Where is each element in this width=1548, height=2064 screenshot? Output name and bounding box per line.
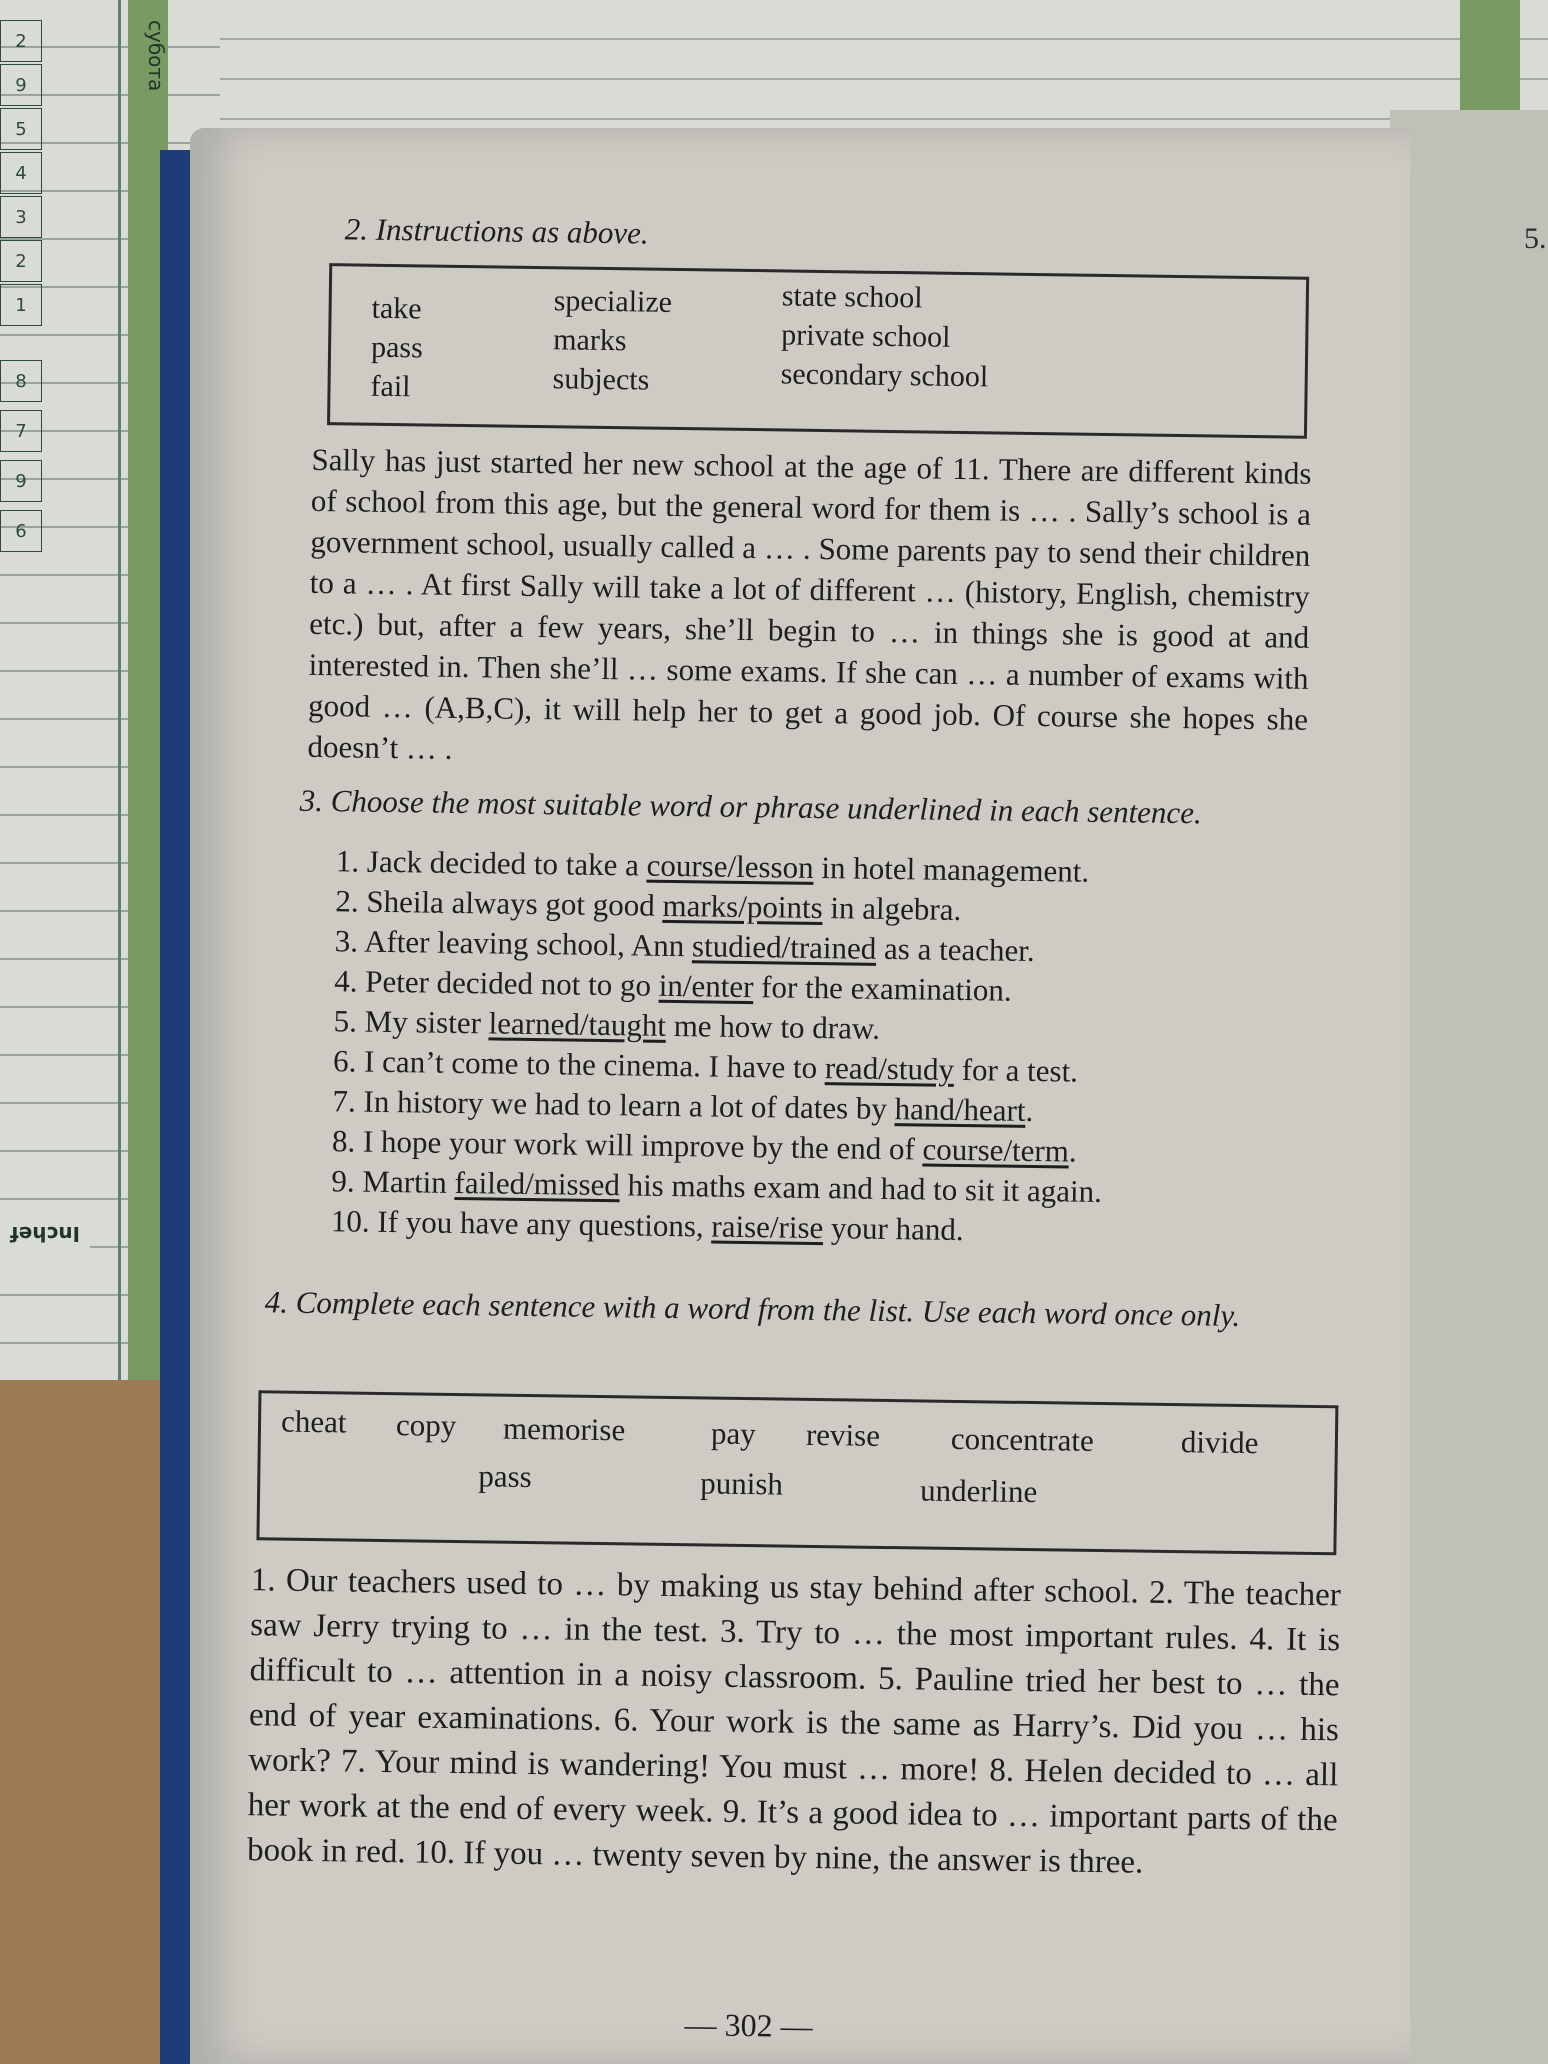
word-box-item: concentrate (950, 1420, 1095, 1458)
right-page-number: 5. (1524, 222, 1547, 255)
book-right-page (1390, 110, 1548, 2064)
notebook-right-green-strip (1460, 0, 1520, 120)
sentence-item: 3. After leaving school, Ann studied/trained as a teacher. (334, 923, 1035, 969)
underlined-options: studied/trained (691, 928, 877, 966)
exercise-4-word-box (256, 1390, 1338, 1555)
word-box-item: pass (478, 1458, 532, 1495)
word-box-item: marks (552, 323, 627, 358)
notebook-day-label: субота (144, 20, 168, 92)
exercise-4-heading: 4. Complete each sentence with a word from the list. Use each word once only. (264, 1284, 1241, 1333)
sentence-item: 9. Martin failed/missed his maths exam and had to sit it again. (331, 1163, 1103, 1209)
exercise-3-sentences (331, 841, 1336, 1255)
underlined-options: marks/points (662, 887, 823, 926)
exercise-2-word-box (327, 263, 1309, 439)
word-box-item: revise (805, 1416, 881, 1453)
word-box-item: divide (1180, 1424, 1259, 1461)
exercise-4-paragraph: 1. Our teachers used to … by making us stay behind after school. 2. The teacher saw Jerry trying to … in the test. 3. Try to … the most important rules. 4. It is difficult to … attention in a noisy classroom. 5. Pauline tried her best to … the end of year examinations. 6. Your work is the same as Harry’s. Did you … his work? 7. Your mind is wandering! You must … more! 8. Helen decided to … all her work at the end of every week. 9. It’s a good idea to … important parts of the book in red. 10. If you … twenty seven by nine, the answer is three. (246, 1562, 1342, 1881)
notebook-day-tab: 8 (0, 360, 42, 402)
word-box-item: cheat (280, 1403, 347, 1440)
underlined-options: raise/rise (711, 1208, 824, 1246)
notebook-day-tab: 5 (0, 108, 42, 150)
notebook-day-tab: 1 (0, 284, 42, 326)
notebook-margin-line (118, 0, 121, 1400)
word-box-item: secondary school (780, 357, 989, 394)
word-box-item: take (371, 291, 422, 326)
sentence-item: 5. My sister learned/taught me how to draw. (333, 1003, 881, 1046)
exercise-2-heading: 2. Instructions as above. (344, 211, 649, 251)
sentence-item: 10. If you have any questions, raise/rise your hand. (330, 1203, 964, 1248)
notebook-day-tab: 4 (0, 152, 42, 194)
word-box-item: private school (781, 318, 951, 354)
word-box-item: underline (919, 1472, 1038, 1510)
underlined-options: course/lesson (646, 847, 814, 885)
underlined-options: read/study (824, 1050, 955, 1087)
word-box-item: copy (395, 1407, 457, 1443)
exercise-3-heading: 3. Choose the most suitable word or phrase underlined in each sentence. (299, 782, 1202, 831)
word-box-item: fail (370, 369, 411, 404)
notebook-day-tab: 9 (0, 64, 42, 106)
word-box-column (780, 276, 989, 396)
notebook-label: Inchef (0, 1218, 90, 1250)
word-box-item: subjects (552, 362, 650, 397)
underlined-options: learned/taught (488, 1005, 667, 1043)
sentence-item: 8. I hope your work will improve by the end of course/term. (331, 1123, 1077, 1169)
word-box-column (370, 289, 423, 407)
word-box-item: specialize (553, 284, 673, 319)
notebook-day-tab: 2 (0, 240, 42, 282)
underlined-options: hand/heart (894, 1091, 1026, 1128)
underlined-options: course/term (922, 1131, 1070, 1169)
sentence-item: 6. I can’t come to the cinema. I have to read/study for a test. (332, 1043, 1079, 1089)
word-box-item: state school (781, 279, 923, 315)
notebook-day-tab: 7 (0, 410, 42, 452)
underlined-options: in/enter (658, 967, 754, 1005)
notebook-day-tab: 2 (0, 20, 42, 62)
word-box-item: pay (710, 1415, 756, 1452)
word-box-item: pass (370, 330, 423, 365)
notebook-day-tab: 6 (0, 510, 42, 552)
sentence-item: 7. In history we had to learn a lot of dates by hand/heart. (332, 1083, 1034, 1129)
sentence-item: 1. Jack decided to take a course/lesson in hotel management. (335, 843, 1090, 889)
notebook-day-tab: 3 (0, 196, 42, 238)
underlined-options: failed/missed (454, 1164, 621, 1203)
exercise-2-paragraph: Sally has just started her new school at the age of 11. There are different kinds of school from this age, but the general word for them is … . Sally’s school is a government school, usually called a … . Some parents pay to send their children to a … . At first Sally will take a lot of different … (history, English, chemistry etc.) but, after a few years, she’ll begin to … in things she is good at and interested in. Then she’ll … some exams. If she can … a number of exams with good … (A,B,C), it will help her to get a good job. Of course she hopes she doesn’t … . (307, 441, 1312, 766)
word-box-item: punish (700, 1465, 784, 1502)
word-box-item: memorise (502, 1410, 626, 1448)
word-box-column (552, 281, 672, 400)
sentence-item: 4. Peter decided not to go in/enter for the examination. (334, 963, 1012, 1008)
notebook-day-tab: 9 (0, 460, 42, 502)
page-number: — 302 — (684, 2006, 813, 2045)
sentence-item: 2. Sheila always got good marks/points in algebra. (335, 883, 962, 927)
